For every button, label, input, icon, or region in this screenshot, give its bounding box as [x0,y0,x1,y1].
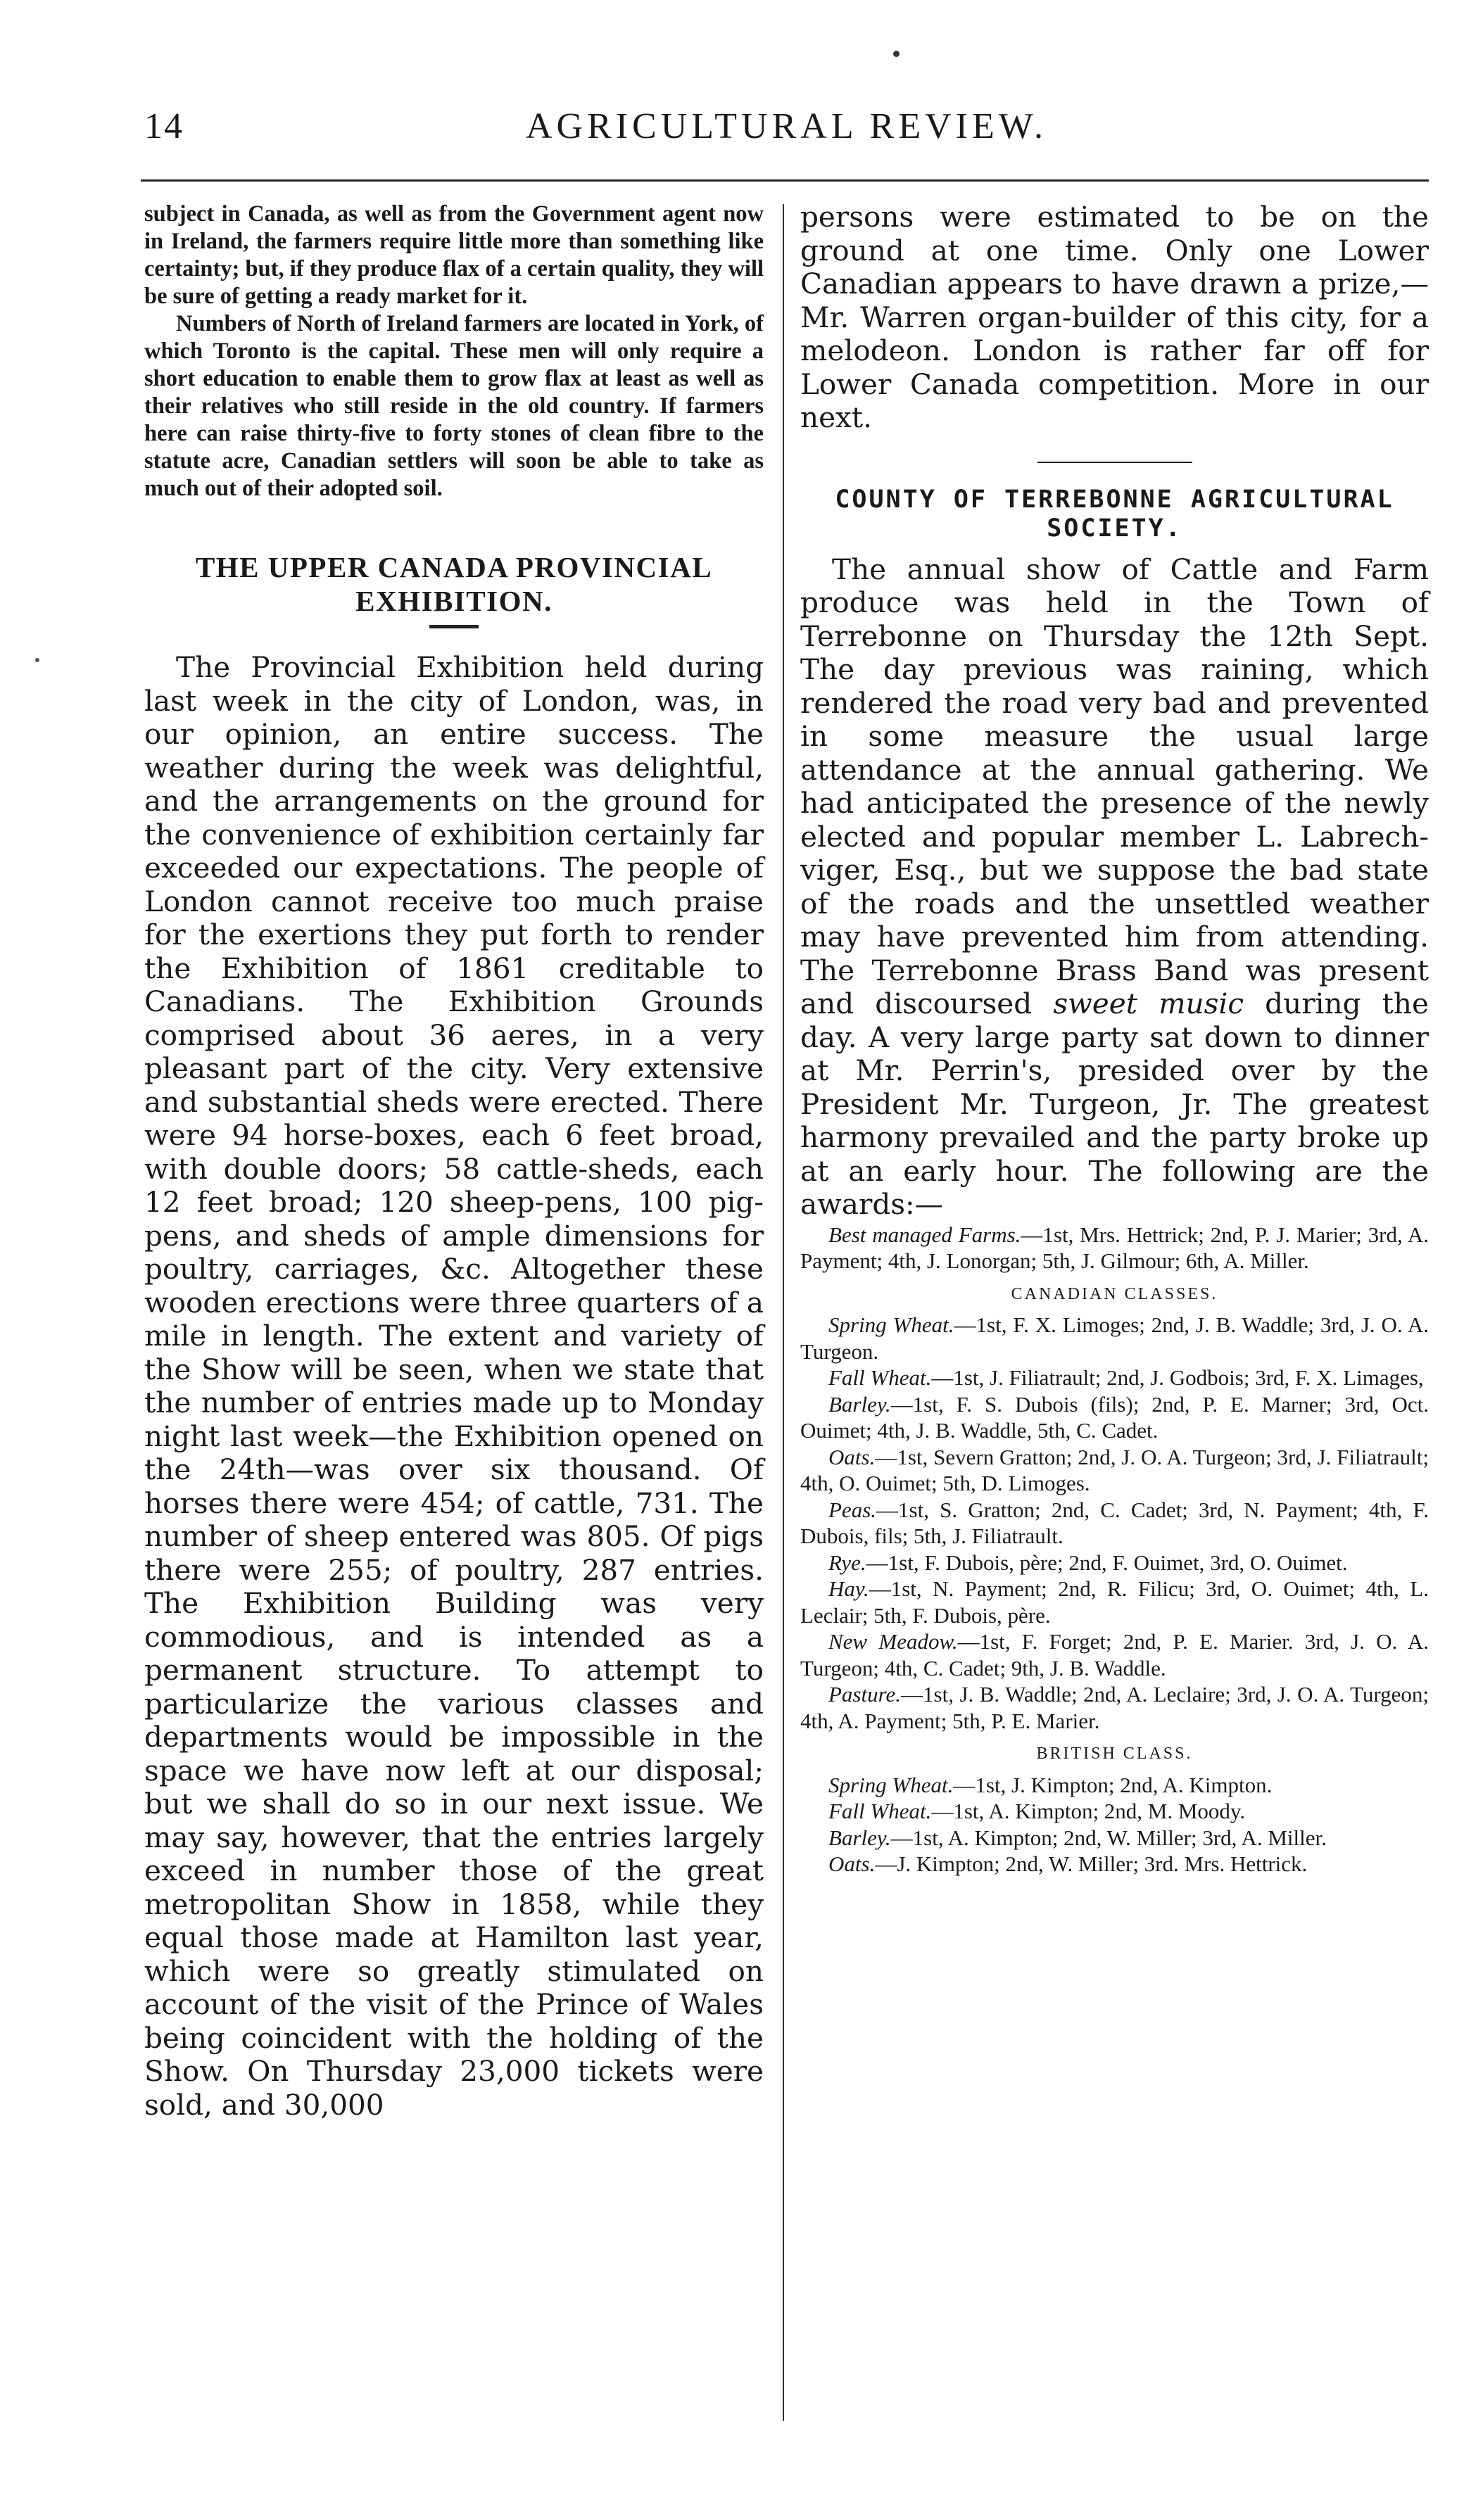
award-entry [800,1550,1429,1576]
class-heading: BRITISH CLASS. [1036,1745,1193,1763]
award-winners: —1st, N. Payment; 2nd, R. Filicu; 3rd, O. Ouimet; 4th, L. Leclair; 5th, F. Dubois, père. [800,1576,1429,1628]
award-entry [800,1798,1429,1825]
award-entry [800,1312,1429,1365]
paragraph [800,553,1429,1222]
header-rule [141,179,1429,182]
ink-dot [893,51,900,57]
award-category: Rye. [828,1550,866,1575]
stray-mark [35,658,39,662]
award-entry [800,1365,1429,1391]
award-winners: —1st, S. Gratton; 2nd, C. Cadet; 3rd, N. Payment; 4th, F. Dubois, fils; 5th, J. Filiatrault. [800,1497,1429,1548]
canadian-awards [800,1312,1429,1734]
award-entry [800,1628,1429,1681]
award-entry [800,1222,1429,1274]
award-winners: —1st, Mrs. Hettrick; 2nd, P. J. Marier; 3rd, A. Payment; 4th, J. Lonorgan; 5th, J. Gilmour; 6th, A. Miller. [800,1222,1429,1273]
exhibition-article-body [144,651,764,2122]
page-title: AGRICULTURAL REVIEW. [525,106,1048,146]
exhibition-article-continuation [800,201,1429,435]
left-column [144,201,764,2122]
award-category: Oats. [828,1851,876,1876]
award-winners: —1st, F. Dubois, père; 2nd, F. Ouimet, 3rd, O. Ouimet. [866,1550,1348,1575]
award-entry [800,1576,1429,1628]
british-awards [800,1772,1429,1878]
award-category: Barley. [828,1391,891,1417]
award-entry [800,1681,1429,1734]
flax-article-continuation [144,201,764,502]
award-winners: —1st, J. Kimpton; 2nd, A. Kimpton. [953,1772,1273,1797]
award-winners: —1st, F. Forget; 2nd, P. E. Marier. 3rd, J. O. A. Turgeon; 4th, C. Cadet; 9th, J. B. Waddle. [800,1629,1429,1680]
award-entry [800,1825,1429,1851]
award-category: Fall Wheat. [828,1799,932,1823]
article-title: COUNTY OF TERREBONNE AGRICULTURAL SOCIETY. [835,485,1394,543]
paragraph: subject in Canada, as well as from the Government agent now in Ireland, the farmers require little more than something like certainty; but, if they produce flax of a certain quality, they will be sure of getting a ready market for it. [144,201,764,309]
award-winners: —1st, J. B. Waddle; 2nd, A. Leclaire; 3rd, J. O. A. Turgeon; 4th, A. Payment; 5th, P. E. Marier. [800,1682,1429,1733]
award-category: Barley. [828,1825,891,1850]
award-entry [800,1497,1429,1550]
award-category: Fall Wheat. [828,1365,932,1390]
page-number: 14 [144,106,184,146]
award-entry [800,1772,1429,1799]
award-category: Hay. [828,1576,869,1601]
award-entry [800,1391,1429,1444]
body-text: The annual show of Cattle and Farm produce was held in the Town of Terrebonne on Thursday the 12th Sept. The day previous was raining, which rendered the road very bad and prevented in some measure the usual large attendance at the annual gathering. We had anticipated the presence of the newly elected and popular member L. Labrech-viger, Esq., but we suppose the bad state of the roads and the unsettled weather may have prevented him from attending. The Terrebonne Brass Band was present and discoursed [800,552,1429,1020]
award-category: Spring Wheat. [828,1772,954,1797]
award-winners: —1st, F. X. Limoges; 2nd, J. B. Waddle; 3rd, J. O. A. Turgeon. [800,1312,1430,1364]
title-rule [429,625,479,628]
page-header [144,106,1429,162]
award-category: Oats. [828,1444,876,1469]
right-column [800,201,1429,1878]
award-winners: —1st, A. Kimpton; 2nd, W. Miller; 3rd, A. Miller. [890,1825,1327,1850]
award-category: Best managed Farms. [828,1222,1021,1247]
award-category: Pasture. [828,1682,902,1707]
paragraph: persons were estimated to be on the ground at one time. Only one Lower Canadian appears to have drawn a prize,—Mr. Warren organ-builder of this city, for a melodeon. London is rather far off for Lower Canada competition. More in our next. [800,200,1429,434]
class-heading: CANADIAN CLASSES. [1011,1284,1218,1303]
award-category: Spring Wheat. [828,1312,954,1337]
paragraph: Numbers of North of Ireland farmers are located in York, of which Toronto is the capital. These men will only require a short education to enable them to grow flax at least as well as their relatives who still reside in the old country. If farmers here can raise thirty-five to forty stones of clean fibre to the statute acre, Canadian settlers will soon be able to take as much out of their adopted soil. [144,311,764,501]
emphasis-text: sweet music [1053,987,1244,1020]
article-title: THE UPPER CANADA PROVINCIAL EXHIBITION. [195,551,713,617]
awards-list [800,1222,1429,1878]
award-winners: —1st, J. Filiatrault; 2nd, J. Godbois; 3rd, F. X. Limages, [931,1365,1424,1390]
award-winners: —1st, A. Kimpton; 2nd, M. Moody. [931,1799,1246,1823]
award-entry [800,1851,1429,1878]
award-category: New Meadow. [828,1629,958,1654]
award-winners: —1st, F. S. Dubois (fils); 2nd, P. E. Marner; 3rd, Oct. Ouimet; 4th, J. B. Waddle, 5th, C. Cadet. [800,1391,1429,1443]
award-winners: —J. Kimpton; 2nd, W. Miller; 3rd. Mrs. Hettrick. [875,1851,1308,1876]
body-text: during the day. A very large party sat down to dinner at Mr. Perrin's, presided over by the President Mr. Turgeon, Jr. The greatest harmony prevailed and the party broke up at an early hour. The following are the awards:— [800,987,1429,1221]
paragraph: The Provincial Exhibition held during last week in the city of London, was, in our opinion, an entire success. The weather during the week was delightful, and the arrangements on the ground for the convenience of exhibition certainly far exceeded our expectations. The people of London cannot receive too much praise for the exertions they put forth to render the Exhibition of 1861 creditable to Canadians. The Exhibition Grounds comprised about 36 aeres, in a very pleasant part of the city. Very extensive and substantial sheds were erected. There were 94 horse-boxes, each 6 feet broad, with double doors; 58 cattle-sheds, each 12 feet broad; 120 sheep-pens, 100 pig-pens, and sheds of ample dimensions for poultry, carriages, &c. Altogether these wooden erections were three quarters of a mile in length. The extent and variety of the Show will be seen, when we state that the number of entries made up to Monday night last week—the Exhibition opened on the 24th—was over six thousand. Of horses there were 454; of cattle, 731. The number of sheep entered was 805. Of pigs there were 255; of poultry, 287 entries. The Exhibition Building was very commodious, and is intended as a permanent structure. To attempt to particularize the various classes and departments would be impossible in the space we have now left at our disposal; but we shall do so in our next issue. We may say, however, that the entries largely exceed in number those of the great metropolitan Show in 1858, while they equal those made at Hamilton last year, which were so greatly stimulated on account of the visit of the Prince of Wales being coincident with the holding of the Show. On Thursday 23,000 tickets were sold, and 30,000 [144,650,764,2122]
column-divider [783,204,784,2421]
terrebonne-article-body [800,553,1429,1222]
award-winners: —1st, Severn Gratton; 2nd, J. O. A. Turgeon; 3rd, J. Filiatrault; 4th, O. Ouimet; 5th, D. Limoges. [800,1444,1429,1495]
award-entry [800,1444,1429,1497]
award-category: Peas. [828,1497,877,1522]
